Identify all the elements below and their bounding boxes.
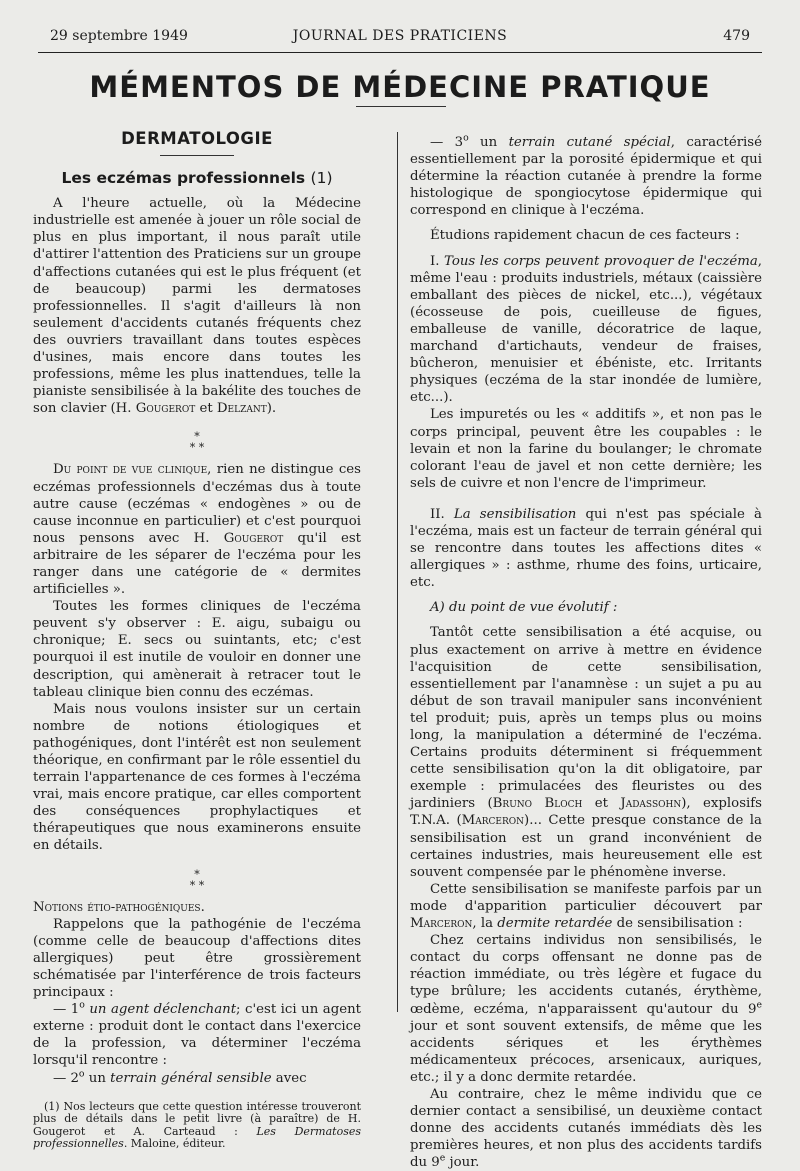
paragraph bbox=[410, 932, 762, 1086]
issue-date: 29 septembre 1949 bbox=[50, 28, 188, 44]
ordinal-marker: e bbox=[756, 999, 762, 1011]
paragraph-text: Tantôt cette sensibilisation a été acquise, ou plus exactement on arrive à mettre en évidence l'acquisition de cette sensibilisation, essentiellement par l'anamnèse : un sujet a pu au début de son travail manipuler sans inconvénient tel produit; puis, après un temps plus ou moins long, la manipulation a déterminé de l'eczéma. Certains produits déterminent si fréquemment cette sensibilisation qu'on la dit obligatoire, par exemple : primulacées des fleuristes ou des jardiniers ( bbox=[410, 625, 762, 812]
ordinal-marker: o bbox=[78, 1068, 85, 1080]
paragraph-text: Au contraire, chez le même individu que ce dernier contact a sensibilisé, un deuxième contact donne des accidents cutanés immédiats dès les premières heures, et non plus des accidents tardifs du 9 bbox=[410, 1086, 762, 1171]
emphasis: un agent déclenchant bbox=[84, 1002, 237, 1018]
paragraph bbox=[410, 1086, 762, 1171]
paragraph-text: Chez certains individus non sensibilisés, le contact du corps offensant ne donne pas de réaction immédiate, ou très légère et fugace du type brûlure; les accidents cutanés, érythème, œdème, eczéma, n'apparaissent qu'autour du 9 bbox=[410, 933, 762, 1017]
paragraph-text: de sensibilisation : bbox=[612, 916, 743, 932]
ordinal-marker: o bbox=[79, 999, 85, 1011]
paragraph-text: A l'heure actuelle, où la Médecine industrielle est amenée à jouer un rôle social de plus en plus important, il nous paraît utile d'attirer l'attention des Praticiens sur un groupe d'affections cutanées qui est le plus fréquent (et de beaucoup) parmi les dermatoses professionnelles. Il s'agit d'ailleurs là non seulement d'accidents cutanés fréquents chez des ouvriers travaillant dans toutes espèces d'usines, mais encore dans toutes les professions, même les plus inattendues, telle la pianiste sensibilisée à la bakélite des touches de son clavier (H. bbox=[33, 196, 361, 417]
header-rule bbox=[38, 52, 762, 53]
paragraph-text: — 1 bbox=[52, 1002, 80, 1018]
page-number: 479 bbox=[723, 28, 750, 44]
emphasis: terrain cutané spécial bbox=[508, 135, 671, 150]
article-title-text: Les eczémas professionnels bbox=[61, 169, 306, 188]
footnote-text: (1) Nos lecteurs que cette question intéresse trouveront plus de détails dans le petit livre (à paraître) de H. Gougerot et A. Carteaud : bbox=[33, 1099, 361, 1138]
paragraph bbox=[33, 195, 361, 417]
paragraph-text: , caractérisé essentiellement par la porosité épidermique et qui détermine la réaction cutanée à prendre la forme histologique de spongiocytose épidermique qui correspond en clinique à l'eczéma. bbox=[410, 135, 763, 219]
ordinal-marker: e bbox=[439, 1152, 446, 1164]
emphasis: Tous les corps peuvent provoquer de l'eczéma bbox=[444, 253, 758, 269]
section-rule bbox=[160, 155, 234, 156]
paragraph-text: et bbox=[582, 796, 621, 812]
author-name: Gougerot bbox=[223, 530, 284, 546]
paragraph-text: qui n'est pas spéciale à l'eczéma, mais est un facteur de terrain général qui se rencontre dans toutes les affections dites « allergiques » : asthme, rhume des foins, urticaire, etc. bbox=[410, 506, 762, 591]
running-head bbox=[50, 28, 750, 48]
run-in-heading: Du point de vue clinique bbox=[52, 462, 208, 478]
paragraph bbox=[33, 1001, 361, 1069]
ordinal-marker: o bbox=[463, 132, 469, 144]
paragraph-text: , rien ne distingue ces eczémas professionnels d'eczémas dus à toute autre cause (eczémas « endogènes » ou de cause inconnue en particulier) et c'est pourquoi nous pensons avec H. bbox=[33, 462, 361, 546]
paragraph bbox=[410, 881, 762, 932]
paragraph-text: ; c'est ici un agent externe : produit dont le contact dans l'exercice de la profession, va déterminer l'eczéma lorsqu'il rencontre : bbox=[33, 1002, 361, 1069]
paragraph: Toutes les formes cliniques de l'eczéma peuvent s'y observer : E. aigu, subaigu ou chronique; E. secs ou suintants, etc; c'est pourquoi il est inutile de vouloir en donner une description, qui amènerait à retracer tout le tableau clinique bien connu des eczémas. bbox=[33, 599, 361, 700]
author-name: Gougerot bbox=[135, 401, 196, 417]
author-name: Marceron bbox=[461, 813, 525, 829]
paragraph-text: jour et sont souvent extensifs, de même que les accidents sériques et les érythèmes médicamenteux précoces, arsenicaux, auriques, etc.; il y a donc dermite retardée. bbox=[410, 1018, 762, 1085]
emphasis: terrain général sensible bbox=[110, 1070, 272, 1086]
paragraph-text: )... Cette presque constance de la sensibilisation est un grand inconvénient de certaines industries, mais heureusement elle est souvent compensée par le phénomène inverse. bbox=[410, 813, 762, 880]
paragraph-text: I. bbox=[429, 253, 444, 269]
paragraph-text: un bbox=[468, 135, 509, 150]
article-title bbox=[33, 170, 361, 187]
author-name: Bruno Bloch bbox=[492, 796, 583, 812]
author-name: Jadassohn bbox=[620, 796, 682, 812]
book-title: Les Dermatoses professionnelles bbox=[33, 1124, 362, 1151]
paragraph: Mais nous voulons insister sur un certain nombre de notions étiologiques et pathogéniques, dont l'intérêt est non seulement théorique, en confirmant par le rôle essentiel du terrain l'appartenance de ces formes à l'eczéma vrai, mais encore pratique, car elles comportent des conséquences prophylactiques et thérapeutiques que nous examinerons ensuite en détails. bbox=[33, 701, 361, 854]
section-title: DERMATOLOGIE bbox=[121, 129, 273, 148]
title-rule bbox=[356, 106, 446, 107]
page-title: MÉMENTOS DE MÉDECINE PRATIQUE bbox=[89, 70, 711, 104]
paragraph bbox=[410, 506, 762, 591]
author-name: Marceron bbox=[410, 916, 473, 932]
paragraph: Étudions rapidement chacun de ces facteurs : bbox=[429, 228, 740, 244]
paragraph bbox=[410, 253, 762, 407]
paragraph bbox=[33, 1070, 361, 1087]
footnote bbox=[33, 1101, 361, 1151]
subsection-heading: A) du point de vue évolutif : bbox=[429, 600, 618, 616]
paragraph bbox=[410, 134, 762, 219]
footnote-text: . Maloine, éditeur. bbox=[123, 1137, 226, 1151]
paragraph-text: avec bbox=[271, 1070, 307, 1086]
paragraph-text: Cette sensibilisation se manifeste parfois par un mode d'apparition particulier découvert par bbox=[410, 881, 762, 914]
footnote-ref[interactable]: (1) bbox=[310, 169, 333, 188]
section-stars: * * * bbox=[189, 867, 205, 892]
paragraph: Les impuretés ou les « additifs », et non pas le corps principal, peuvent être les coupables : le levain et non la farine du boulanger; le chromate colorant l'eau de javel et non cette dernière; les sels de cuivre et non l'encre de l'imprimeur. bbox=[410, 407, 762, 491]
author-name: Delzant bbox=[216, 401, 267, 417]
emphasis: dermite retardée bbox=[497, 916, 613, 932]
paragraph bbox=[33, 461, 361, 598]
paragraph-text: II. bbox=[429, 506, 454, 522]
journal-name: JOURNAL DES PRATICIENS bbox=[292, 28, 508, 44]
paragraph-text: , même l'eau : produits industriels, métaux (caissière emballant des pièces de nickel, etc...), végétaux (écosseuse de pois, cueilleuse de figues, emballeuse de vanille, décoratrice de laque, marchand d'artichauts, vendeur de fraises, bûcheron, menuisier et ébéniste, etc. Irritants physiques (eczéma de la star inondée de lumière, etc...). bbox=[410, 253, 762, 406]
paragraph-text: — 2 bbox=[52, 1070, 79, 1086]
left-column bbox=[33, 126, 361, 1151]
emphasis: La sensibilisation bbox=[453, 506, 577, 522]
section-stars: * * * bbox=[189, 430, 205, 455]
run-in-heading: Notions étio-pathogéniques. bbox=[33, 899, 205, 915]
paragraph: Rappelons que la pathogénie de l'eczéma (comme celle de beaucoup d'affections dites allergiques) peut être grossièrement schématisée par l'interférence de trois facteurs principaux : bbox=[33, 916, 361, 1001]
paragraph-text: jour. bbox=[445, 1155, 480, 1171]
paragraph-text: ), explosifs T.N.A. ( bbox=[410, 796, 763, 829]
subsection-heading bbox=[33, 899, 361, 916]
paragraph bbox=[410, 624, 762, 880]
paragraph-text: , la bbox=[472, 916, 498, 932]
paragraph-text: un bbox=[84, 1070, 111, 1086]
column-divider bbox=[397, 132, 398, 1012]
paragraph-text: et bbox=[195, 401, 217, 417]
paragraph-text: — 3 bbox=[429, 135, 464, 150]
paragraph-text: ). bbox=[266, 401, 277, 417]
paragraph-text: qu'il est arbitraire de les séparer de l'eczéma pour les ranger dans une catégorie de « dermites artificielles ». bbox=[33, 530, 361, 598]
right-column bbox=[410, 134, 762, 1171]
